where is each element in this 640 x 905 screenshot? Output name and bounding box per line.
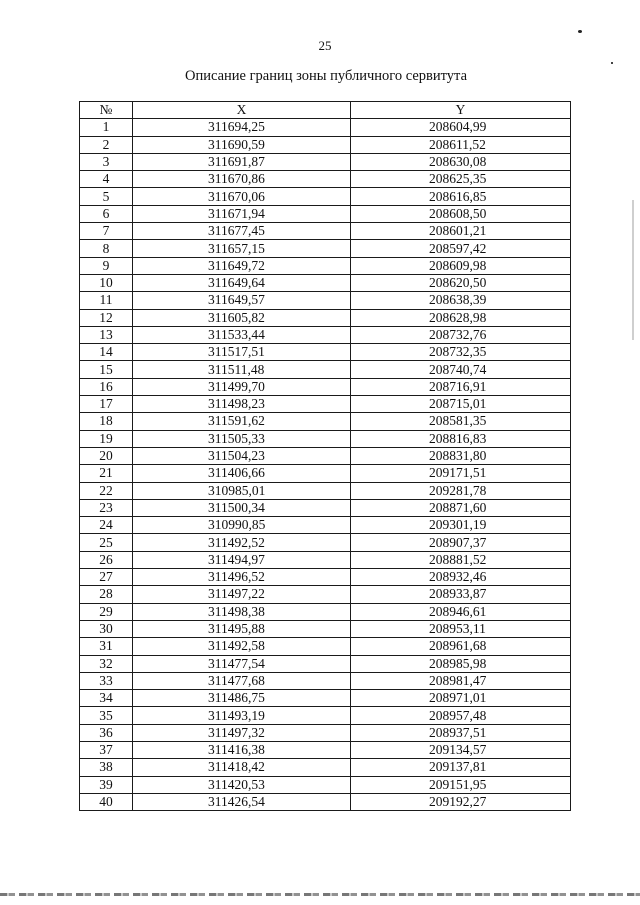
table-row bbox=[80, 620, 571, 637]
scan-speck bbox=[611, 62, 613, 64]
point-number-cell: 33 bbox=[80, 672, 133, 689]
table-row bbox=[80, 171, 571, 188]
table-row bbox=[80, 672, 571, 689]
x-coordinate-cell: 311671,94 bbox=[133, 205, 351, 222]
y-coordinate-cell: 208961,68 bbox=[351, 638, 571, 655]
table-row bbox=[80, 724, 571, 741]
y-coordinate-cell: 209171,51 bbox=[351, 465, 571, 482]
table-row bbox=[80, 188, 571, 205]
x-coordinate-cell: 311591,62 bbox=[133, 413, 351, 430]
point-number-cell: 2 bbox=[80, 136, 133, 153]
y-coordinate-cell: 208715,01 bbox=[351, 396, 571, 413]
x-coordinate-cell: 311406,66 bbox=[133, 465, 351, 482]
y-coordinate-cell: 208625,35 bbox=[351, 171, 571, 188]
y-coordinate-cell: 208732,76 bbox=[351, 326, 571, 343]
point-number-cell: 21 bbox=[80, 465, 133, 482]
table-row bbox=[80, 586, 571, 603]
y-coordinate-cell: 208616,85 bbox=[351, 188, 571, 205]
y-coordinate-cell: 208601,21 bbox=[351, 223, 571, 240]
x-coordinate-cell: 311497,32 bbox=[133, 724, 351, 741]
table-header bbox=[80, 102, 571, 119]
x-coordinate-cell: 311511,48 bbox=[133, 361, 351, 378]
table-row bbox=[80, 223, 571, 240]
table-row bbox=[80, 793, 571, 810]
x-coordinate-cell: 311500,34 bbox=[133, 499, 351, 516]
y-coordinate-cell: 209137,81 bbox=[351, 759, 571, 776]
y-coordinate-cell: 208732,35 bbox=[351, 344, 571, 361]
y-coordinate-cell: 208981,47 bbox=[351, 672, 571, 689]
x-coordinate-cell: 311677,45 bbox=[133, 223, 351, 240]
y-coordinate-cell: 208937,51 bbox=[351, 724, 571, 741]
x-coordinate-cell: 311670,06 bbox=[133, 188, 351, 205]
point-number-cell: 18 bbox=[80, 413, 133, 430]
y-coordinate-cell: 208609,98 bbox=[351, 257, 571, 274]
x-coordinate-cell: 311517,51 bbox=[133, 344, 351, 361]
x-coordinate-cell: 311496,52 bbox=[133, 569, 351, 586]
point-number-cell: 11 bbox=[80, 292, 133, 309]
y-coordinate-cell: 208971,01 bbox=[351, 690, 571, 707]
point-number-cell: 25 bbox=[80, 534, 133, 551]
point-number-cell: 5 bbox=[80, 188, 133, 205]
document-title: Описание границ зоны публичного сервитута bbox=[184, 68, 468, 84]
table-row bbox=[80, 292, 571, 309]
x-coordinate-cell: 311498,38 bbox=[133, 603, 351, 620]
table-row bbox=[80, 517, 571, 534]
x-coordinate-cell: 311499,70 bbox=[133, 378, 351, 395]
y-coordinate-cell: 208716,91 bbox=[351, 378, 571, 395]
x-coordinate-cell: 311416,38 bbox=[133, 741, 351, 758]
y-coordinate-cell: 209301,19 bbox=[351, 517, 571, 534]
x-coordinate-cell: 311498,23 bbox=[133, 396, 351, 413]
table-row bbox=[80, 603, 571, 620]
table-row bbox=[80, 344, 571, 361]
point-number-cell: 4 bbox=[80, 171, 133, 188]
point-number-cell: 19 bbox=[80, 430, 133, 447]
y-coordinate-cell: 208608,50 bbox=[351, 205, 571, 222]
x-coordinate-cell: 311486,75 bbox=[133, 690, 351, 707]
page-number: 25 bbox=[318, 38, 332, 53]
y-coordinate-cell: 208638,39 bbox=[351, 292, 571, 309]
table-row bbox=[80, 707, 571, 724]
x-coordinate-cell: 311493,19 bbox=[133, 707, 351, 724]
point-number-cell: 22 bbox=[80, 482, 133, 499]
y-coordinate-cell: 208946,61 bbox=[351, 603, 571, 620]
y-coordinate-cell: 208907,37 bbox=[351, 534, 571, 551]
x-coordinate-cell: 311418,42 bbox=[133, 759, 351, 776]
x-coordinate-cell: 311494,97 bbox=[133, 551, 351, 568]
y-coordinate-cell: 208604,99 bbox=[351, 119, 571, 136]
table-row bbox=[80, 569, 571, 586]
y-coordinate-cell: 208581,35 bbox=[351, 413, 571, 430]
point-number-cell: 6 bbox=[80, 205, 133, 222]
table-row bbox=[80, 447, 571, 464]
point-number-cell: 17 bbox=[80, 396, 133, 413]
point-number-cell: 24 bbox=[80, 517, 133, 534]
y-coordinate-cell: 209281,78 bbox=[351, 482, 571, 499]
table-row bbox=[80, 240, 571, 257]
y-coordinate-cell: 208597,42 bbox=[351, 240, 571, 257]
table-row bbox=[80, 499, 571, 516]
point-number-cell: 23 bbox=[80, 499, 133, 516]
table-row bbox=[80, 257, 571, 274]
y-coordinate-cell: 208881,52 bbox=[351, 551, 571, 568]
x-coordinate-cell: 311694,25 bbox=[133, 119, 351, 136]
table-row bbox=[80, 655, 571, 672]
table-row bbox=[80, 274, 571, 291]
table-row bbox=[80, 741, 571, 758]
y-coordinate-cell: 208871,60 bbox=[351, 499, 571, 516]
y-coordinate-cell: 208628,98 bbox=[351, 309, 571, 326]
x-coordinate-cell: 311420,53 bbox=[133, 776, 351, 793]
point-number-cell: 10 bbox=[80, 274, 133, 291]
y-coordinate-cell: 208932,46 bbox=[351, 569, 571, 586]
x-coordinate-cell: 311492,52 bbox=[133, 534, 351, 551]
table-row bbox=[80, 430, 571, 447]
table-row bbox=[80, 378, 571, 395]
point-number-cell: 36 bbox=[80, 724, 133, 741]
coordinates-table bbox=[79, 101, 571, 811]
table-row bbox=[80, 413, 571, 430]
point-number-cell: 8 bbox=[80, 240, 133, 257]
x-coordinate-cell: 311605,82 bbox=[133, 309, 351, 326]
table-row bbox=[80, 638, 571, 655]
point-number-cell: 9 bbox=[80, 257, 133, 274]
point-number-cell: 32 bbox=[80, 655, 133, 672]
y-coordinate-cell: 209134,57 bbox=[351, 741, 571, 758]
point-number-cell: 37 bbox=[80, 741, 133, 758]
point-number-cell: 39 bbox=[80, 776, 133, 793]
table-row bbox=[80, 396, 571, 413]
point-number-cell: 34 bbox=[80, 690, 133, 707]
point-number-cell: 28 bbox=[80, 586, 133, 603]
x-coordinate-cell: 311504,23 bbox=[133, 447, 351, 464]
point-number-cell: 29 bbox=[80, 603, 133, 620]
x-coordinate-cell: 311657,15 bbox=[133, 240, 351, 257]
y-coordinate-cell: 208740,74 bbox=[351, 361, 571, 378]
y-coordinate-cell: 208933,87 bbox=[351, 586, 571, 603]
table-row bbox=[80, 309, 571, 326]
x-coordinate-cell: 311497,22 bbox=[133, 586, 351, 603]
table-row bbox=[80, 690, 571, 707]
table-row bbox=[80, 482, 571, 499]
table-row bbox=[80, 776, 571, 793]
y-coordinate-cell: 209151,95 bbox=[351, 776, 571, 793]
y-coordinate-cell: 208831,80 bbox=[351, 447, 571, 464]
x-coordinate-cell: 310990,85 bbox=[133, 517, 351, 534]
scan-speck bbox=[578, 30, 582, 33]
table-row bbox=[80, 326, 571, 343]
y-coordinate-cell: 208620,50 bbox=[351, 274, 571, 291]
point-number-cell: 14 bbox=[80, 344, 133, 361]
y-coordinate-cell: 208611,52 bbox=[351, 136, 571, 153]
table-row bbox=[80, 119, 571, 136]
point-number-cell: 3 bbox=[80, 153, 133, 170]
point-number-cell: 35 bbox=[80, 707, 133, 724]
x-coordinate-cell: 310985,01 bbox=[133, 482, 351, 499]
x-coordinate-cell: 311690,59 bbox=[133, 136, 351, 153]
table-row bbox=[80, 759, 571, 776]
table-row bbox=[80, 153, 571, 170]
header-y: Y bbox=[351, 102, 571, 119]
point-number-cell: 13 bbox=[80, 326, 133, 343]
point-number-cell: 12 bbox=[80, 309, 133, 326]
x-coordinate-cell: 311505,33 bbox=[133, 430, 351, 447]
point-number-cell: 26 bbox=[80, 551, 133, 568]
table-row bbox=[80, 205, 571, 222]
x-coordinate-cell: 311649,57 bbox=[133, 292, 351, 309]
point-number-cell: 20 bbox=[80, 447, 133, 464]
table-row bbox=[80, 551, 571, 568]
table-row bbox=[80, 534, 571, 551]
table-row bbox=[80, 361, 571, 378]
point-number-cell: 38 bbox=[80, 759, 133, 776]
y-coordinate-cell: 209192,27 bbox=[351, 793, 571, 810]
x-coordinate-cell: 311426,54 bbox=[133, 793, 351, 810]
header-x: X bbox=[133, 102, 351, 119]
point-number-cell: 40 bbox=[80, 793, 133, 810]
x-coordinate-cell: 311492,58 bbox=[133, 638, 351, 655]
x-coordinate-cell: 311477,54 bbox=[133, 655, 351, 672]
header-number: № bbox=[80, 102, 133, 119]
x-coordinate-cell: 311670,86 bbox=[133, 171, 351, 188]
point-number-cell: 31 bbox=[80, 638, 133, 655]
x-coordinate-cell: 311495,88 bbox=[133, 620, 351, 637]
scan-edge-shadow bbox=[632, 200, 634, 340]
point-number-cell: 27 bbox=[80, 569, 133, 586]
point-number-cell: 1 bbox=[80, 119, 133, 136]
x-coordinate-cell: 311649,72 bbox=[133, 257, 351, 274]
y-coordinate-cell: 208630,08 bbox=[351, 153, 571, 170]
y-coordinate-cell: 208816,83 bbox=[351, 430, 571, 447]
header-row bbox=[80, 102, 571, 119]
point-number-cell: 16 bbox=[80, 378, 133, 395]
table-body bbox=[80, 119, 571, 811]
scan-artifact-line bbox=[0, 893, 640, 896]
x-coordinate-cell: 311649,64 bbox=[133, 274, 351, 291]
table-row bbox=[80, 465, 571, 482]
y-coordinate-cell: 208957,48 bbox=[351, 707, 571, 724]
x-coordinate-cell: 311533,44 bbox=[133, 326, 351, 343]
point-number-cell: 7 bbox=[80, 223, 133, 240]
point-number-cell: 15 bbox=[80, 361, 133, 378]
y-coordinate-cell: 208985,98 bbox=[351, 655, 571, 672]
table-row bbox=[80, 136, 571, 153]
y-coordinate-cell: 208953,11 bbox=[351, 620, 571, 637]
x-coordinate-cell: 311691,87 bbox=[133, 153, 351, 170]
x-coordinate-cell: 311477,68 bbox=[133, 672, 351, 689]
point-number-cell: 30 bbox=[80, 620, 133, 637]
